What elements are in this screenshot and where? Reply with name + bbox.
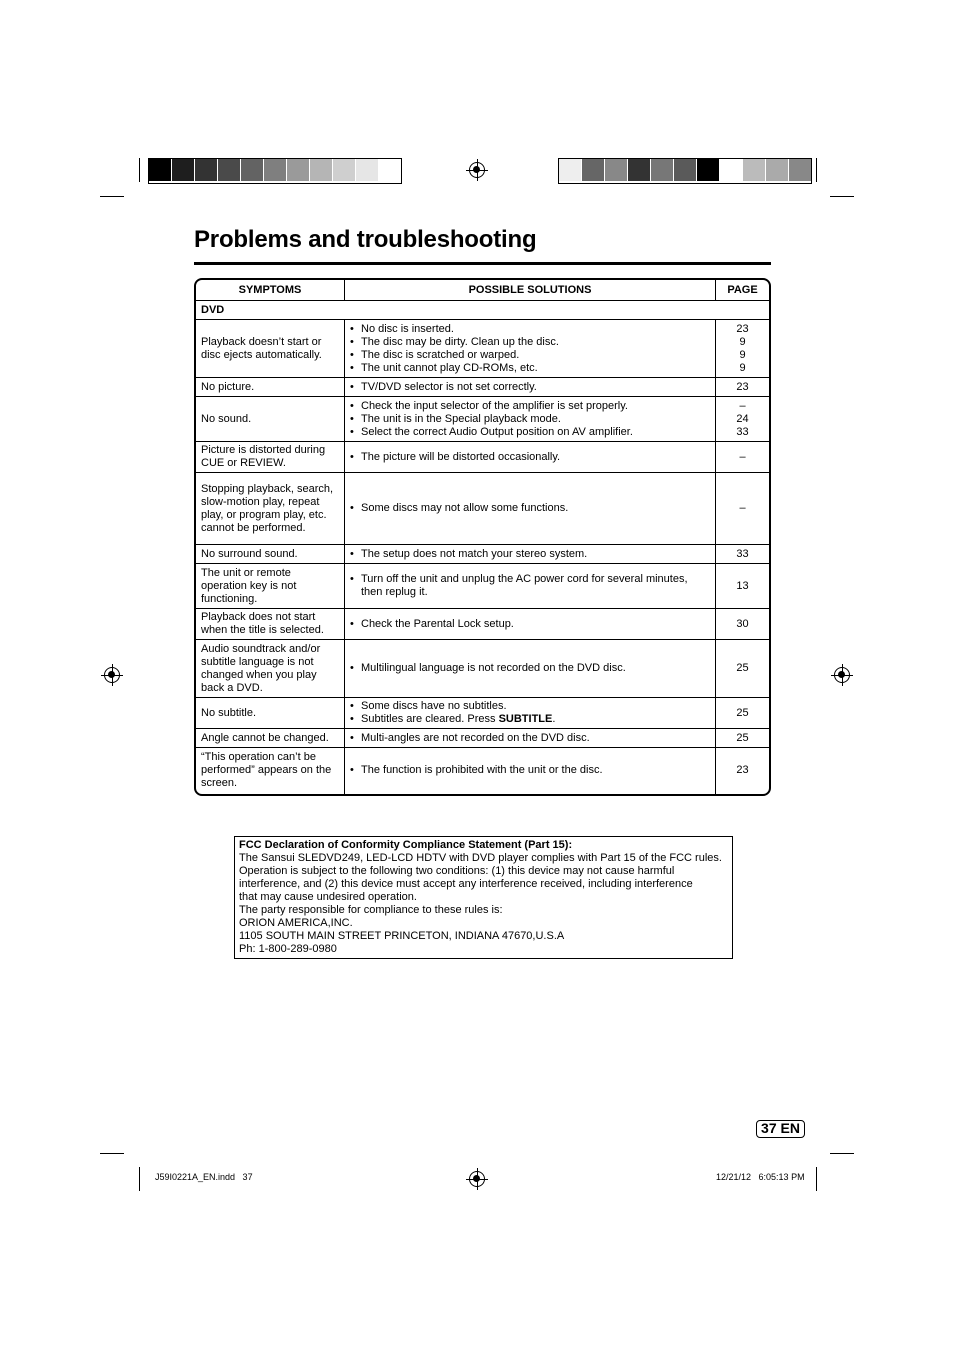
footer-timestamp: 12/21/12 6:05:13 PM — [716, 1172, 805, 1182]
symptom-cell: Audio soundtrack and/or subtitle language is not changed when you play back a DVD. — [196, 640, 345, 698]
fcc-line: 1105 SOUTH MAIN STREET PRINCETON, INDIANA 47670,U.S.A — [239, 930, 565, 942]
fcc-heading: FCC Declaration of Conformity Compliance Statement (Part 15): — [239, 839, 573, 851]
color-swatch — [582, 159, 605, 181]
solutions-cell — [345, 729, 716, 748]
table-row — [196, 320, 769, 378]
color-swatch — [628, 159, 651, 181]
solution-item: • Some discs have no subtitles. — [350, 700, 710, 713]
title-divider — [194, 262, 771, 265]
color-swatch — [605, 159, 628, 181]
solution-key-name: SUBTITLE — [498, 713, 553, 725]
footer-filename: J59I0221A_EN.indd 37 — [155, 1172, 253, 1182]
solutions-cell — [345, 442, 716, 473]
color-swatch — [333, 159, 356, 181]
solution-item: • The picture will be distorted occasionally. — [350, 451, 710, 464]
solutions-cell — [345, 473, 716, 545]
color-swatch — [697, 159, 720, 181]
crop-mark — [816, 1167, 817, 1191]
solution-item: • The setup does not match your stereo system. — [350, 548, 710, 561]
table-row — [196, 564, 769, 609]
symptom-cell: Stopping playback, search, slow-motion play, repeat play, or program play, etc. cannot be performed. — [196, 473, 345, 545]
solutions-cell — [345, 564, 716, 609]
page-ref: 25 — [736, 731, 749, 744]
crop-mark — [100, 196, 124, 197]
crop-mark — [830, 1153, 854, 1154]
table-row — [196, 378, 769, 397]
table-row — [196, 729, 769, 748]
section-label: DVD — [196, 301, 769, 320]
symptom-cell: The unit or remote operation key is not functioning. — [196, 564, 345, 609]
page-ref: 13 — [736, 579, 749, 592]
page-cell — [716, 378, 770, 397]
crop-mark — [100, 1153, 124, 1154]
solution-item: • Some discs may not allow some functions. — [350, 502, 710, 515]
header-symptoms: SYMPTOMS — [196, 280, 345, 301]
fcc-line: that may cause undesired operation. — [239, 891, 417, 903]
solution-item: • Multi-angles are not recorded on the DVD disc. — [350, 732, 710, 745]
page-ref: 33 — [736, 425, 749, 438]
solution-item: • TV/DVD selector is not set correctly. — [350, 381, 710, 394]
color-swatch — [287, 159, 310, 181]
solution-text: Subtitles are cleared. Press — [361, 713, 499, 725]
fcc-line: interference, and (2) this device must accept any interference received, including interference — [239, 878, 693, 890]
symptom-cell: No surround sound. — [196, 545, 345, 564]
table-row — [196, 748, 769, 794]
symptom-cell: Playback does not start when the title is selected. — [196, 609, 345, 640]
page-title: Problems and troubleshooting — [194, 226, 537, 253]
solution-item: • Multilingual language is not recorded on the DVD disc. — [350, 662, 710, 675]
color-swatch — [149, 159, 172, 181]
color-swatch — [789, 159, 811, 181]
page-ref: 25 — [736, 706, 749, 719]
color-bar-left — [148, 158, 402, 184]
page-ref: 33 — [736, 547, 749, 560]
color-swatch — [379, 159, 401, 181]
solutions-cell — [345, 397, 716, 442]
fcc-line: Operation is subject to the following two conditions: (1) this device may not cause harmful — [239, 865, 675, 877]
solution-item: • The disc may be dirty. Clean up the disc. — [350, 336, 710, 349]
solution-item: • Check the Parental Lock setup. — [350, 618, 710, 631]
color-bar-right — [558, 158, 812, 184]
header-page: PAGE — [716, 280, 770, 301]
color-swatch — [743, 159, 766, 181]
table-row — [196, 698, 769, 729]
color-swatch — [674, 159, 697, 181]
page-cell — [716, 698, 770, 729]
color-swatch — [766, 159, 789, 181]
page-ref: 30 — [736, 617, 749, 630]
solutions-cell — [345, 640, 716, 698]
solutions-cell — [345, 378, 716, 397]
fcc-line: ORION AMERICA,INC. — [239, 917, 353, 929]
table-row — [196, 442, 769, 473]
color-swatch — [356, 159, 379, 181]
page-cell — [716, 609, 770, 640]
symptom-cell: Playback doesn’t start or disc ejects automatically. — [196, 320, 345, 378]
page-ref: 9 — [739, 335, 746, 348]
solution-item: • No disc is inserted. — [350, 323, 710, 336]
header-solutions: POSSIBLE SOLUTIONS — [345, 280, 716, 301]
color-swatch — [559, 159, 582, 181]
page-cell — [716, 729, 770, 748]
solutions-cell — [345, 698, 716, 729]
table-row — [196, 640, 769, 698]
page-cell — [716, 640, 770, 698]
page-cell — [716, 397, 770, 442]
solution-item: • Select the correct Audio Output position on AV amplifier. — [350, 426, 710, 439]
troubleshooting-table — [194, 278, 771, 796]
color-swatch — [241, 159, 264, 181]
solution-item — [350, 713, 710, 726]
solution-item: • Check the input selector of the amplifier is set properly. — [350, 400, 710, 413]
solution-item: • The disc is scratched or warped. — [350, 349, 710, 362]
color-swatch — [264, 159, 287, 181]
symptom-cell: “This operation can’t be performed” appears on the screen. — [196, 748, 345, 794]
page-ref: – — [739, 399, 746, 412]
solutions-cell — [345, 748, 716, 794]
fcc-line: The Sansui SLEDVD249, LED-LCD HDTV with DVD player complies with Part 15 of the FCC rules. — [239, 852, 722, 864]
solutions-cell — [345, 545, 716, 564]
fcc-statement-box — [234, 836, 733, 959]
table-header-row — [196, 280, 769, 301]
page-cell — [716, 748, 770, 794]
registration-mark-icon — [469, 162, 485, 178]
page-cell — [716, 473, 770, 545]
color-swatch — [720, 159, 743, 181]
page-cell — [716, 564, 770, 609]
fcc-body — [239, 852, 728, 956]
page-cell — [716, 442, 770, 473]
page-cell — [716, 320, 770, 378]
table-row — [196, 473, 769, 545]
table-row — [196, 545, 769, 564]
page-number: 37 EN — [756, 1120, 805, 1138]
section-row — [196, 301, 769, 320]
page-ref: 23 — [736, 322, 749, 335]
solution-item: • The unit cannot play CD-ROMs, etc. — [350, 362, 710, 375]
color-swatch — [195, 159, 218, 181]
symptom-cell: Picture is distorted during CUE or REVIEW. — [196, 442, 345, 473]
solutions-cell — [345, 320, 716, 378]
table-row — [196, 397, 769, 442]
page-ref: – — [739, 450, 746, 463]
symptom-cell: Angle cannot be changed. — [196, 729, 345, 748]
page-cell — [716, 545, 770, 564]
solutions-cell — [345, 609, 716, 640]
registration-mark-icon — [104, 667, 120, 683]
symptom-cell: No subtitle. — [196, 698, 345, 729]
page-ref: – — [739, 502, 746, 514]
page-ref: 23 — [736, 764, 749, 777]
page-ref: 24 — [736, 412, 749, 425]
solution-item: • Turn off the unit and unplug the AC power cord for several minutes, then replug it. — [350, 573, 710, 599]
solution-item: • The function is prohibited with the unit or the disc. — [350, 764, 710, 777]
registration-mark-icon — [469, 1171, 485, 1187]
solution-text: . — [552, 713, 556, 725]
symptom-cell: No picture. — [196, 378, 345, 397]
color-swatch — [218, 159, 241, 181]
fcc-line: The party responsible for compliance to these rules is: — [239, 904, 503, 916]
page-ref: 25 — [736, 662, 749, 674]
page-ref: 9 — [739, 361, 746, 374]
color-swatch — [172, 159, 195, 181]
color-swatch — [310, 159, 333, 181]
solution-item: • The unit is in the Special playback mode. — [350, 413, 710, 426]
color-swatch — [651, 159, 674, 181]
page-ref: 9 — [739, 348, 746, 361]
symptom-cell: No sound. — [196, 397, 345, 442]
crop-mark — [139, 158, 140, 182]
page-ref: 23 — [736, 380, 749, 393]
crop-mark — [830, 196, 854, 197]
fcc-line: Ph: 1-800-289-0980 — [239, 943, 337, 955]
registration-mark-icon — [834, 667, 850, 683]
crop-mark — [816, 158, 817, 182]
crop-mark — [139, 1167, 140, 1191]
table-row — [196, 609, 769, 640]
